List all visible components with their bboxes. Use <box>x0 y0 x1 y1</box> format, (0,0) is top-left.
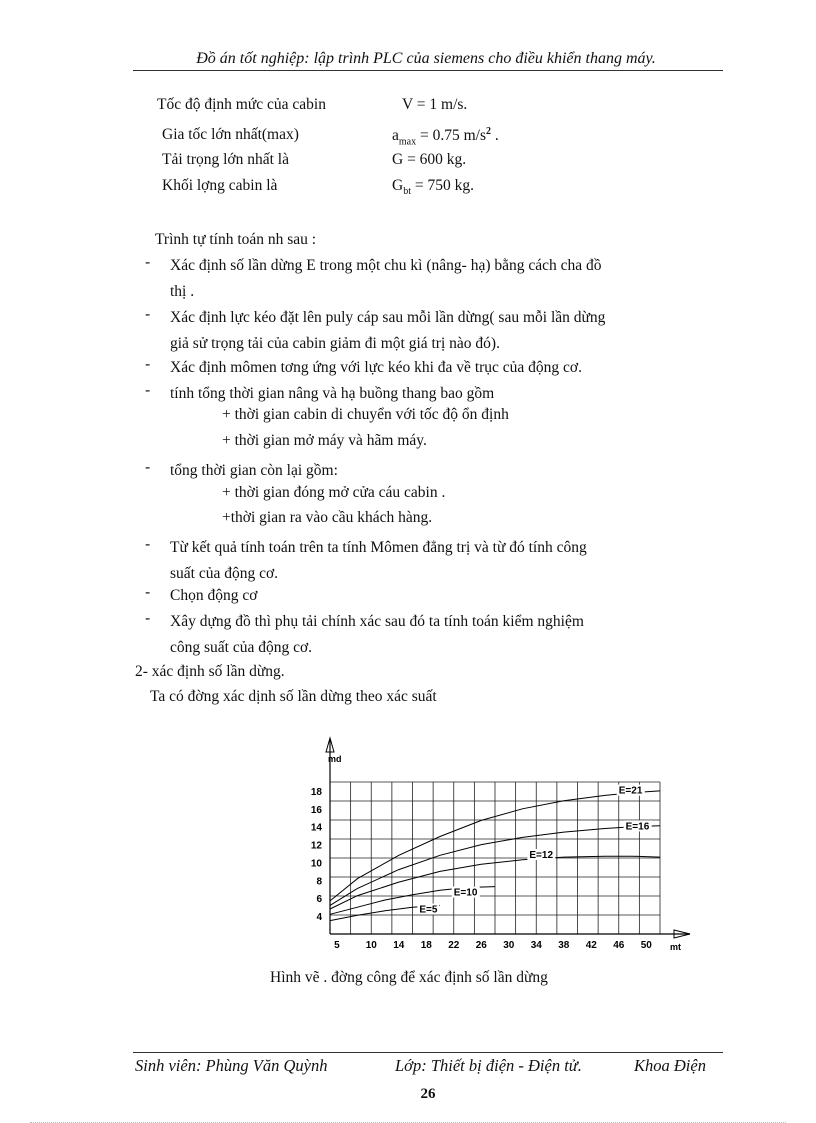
sub-item: + thời gian đóng mở cửa cáu cabin . <box>222 484 446 501</box>
x-tick-label: 42 <box>585 940 597 951</box>
y-tick-label: 4 <box>316 912 322 924</box>
y-tick-label: 12 <box>310 840 322 852</box>
y-tick-label: 18 <box>310 786 322 798</box>
bullet-dash: - <box>145 305 151 323</box>
bullet-item: Từ kết quả tính toán trên ta tính Mômen đẳng trị và từ đó tính công suất của động cơ. <box>170 539 587 582</box>
series-label: E=21 <box>618 785 643 797</box>
footer-class: Lớp: Thiết bị điện - Điện tử. <box>395 1056 582 1075</box>
y-tick-label: 10 <box>310 858 322 870</box>
y-tick-label: 6 <box>316 894 322 906</box>
bullet-item: tổng thời gian còn lại gồm: <box>170 462 338 479</box>
y-tick-label: 8 <box>316 876 322 888</box>
footer-student: Sinh viên: Phùng Văn Quỳnh <box>135 1056 328 1075</box>
param-speed-label: Tốc độ định mức của cabin <box>157 96 326 113</box>
section-intro: Ta có đờng xác dịnh số lần dừng theo xác suất <box>150 688 437 705</box>
footer-faculty: Khoa Điện <box>634 1056 706 1075</box>
section-heading: 2- xác định số lần dừng. <box>135 663 285 680</box>
bullet-item: Xác định lực kéo đặt lên puly cáp sau mỗi lần dừng( sau mỗi lần dừng giả sử trọng tải của cabin giảm đi một giá trị nào đó). <box>170 309 606 352</box>
x-tick-label: 14 <box>393 940 405 951</box>
footer-rule <box>133 1052 723 1053</box>
bullet-dash: - <box>145 253 151 271</box>
bullet-item: Xác định số lần dừng E trong một chu kì (nâng- hạ) bằng cách cha đồ thị . <box>170 257 602 300</box>
bullet-item: Xác định mômen tơng ứng với lực kéo khi đa về trục của động cơ. <box>170 359 582 376</box>
y-tick-label: 14 <box>310 822 322 834</box>
header-rule <box>133 70 723 71</box>
x-tick-label: 26 <box>475 940 487 951</box>
x-tick-label: 22 <box>448 940 460 951</box>
x-tick-label: 50 <box>640 940 652 951</box>
param-cabin-value: $G_{bt} = 750$ kg. <box>392 177 474 198</box>
param-speed-value: V = 1 m/s. <box>402 96 468 113</box>
param-accel-label: Gia tốc lớn nhất(max) <box>162 126 299 143</box>
bullet-item: Xây dựng đồ thì phụ tải chính xác sau đó ta tính toán kiểm nghiệm công suất của động cơ. <box>170 613 584 656</box>
sub-item: + thời gian mở máy và hãm máy. <box>222 432 427 449</box>
bullet-dash: - <box>145 583 151 601</box>
param-accel-value: $a_{max} = 0.75$ $m/s^2$ . <box>392 126 499 148</box>
series-label: E=12 <box>529 850 554 861</box>
bullet-dash: - <box>145 458 151 476</box>
x-tick-label: 34 <box>530 940 542 951</box>
sub-item: + thời gian cabin di chuyển với tốc độ ổn định <box>222 406 509 423</box>
x-tick-label: 30 <box>503 940 515 951</box>
param-cabin-label: Khối lợng cabin là <box>162 177 278 194</box>
y-axis-label: md <box>328 754 342 764</box>
x-tick-label: 38 <box>558 940 570 951</box>
bullet-dash: - <box>145 381 151 399</box>
param-load-label: Tải trọng lớn nhất là <box>162 151 289 168</box>
x-tick-label: 18 <box>420 940 432 951</box>
procedure-intro: Trình tự tính toán nh sau : <box>155 231 317 248</box>
page-header: Đồ án tốt nghiệp: lập trình PLC của siemens cho điều khiển thang máy. <box>196 50 656 67</box>
bullet-dash: - <box>145 535 151 553</box>
bullet-dash: - <box>145 355 151 373</box>
bullet-item: tính tổng thời gian nâng và hạ buồng thang bao gồm <box>170 385 495 402</box>
page-number: 26 <box>420 1086 436 1102</box>
x-tick-label: 46 <box>613 940 625 951</box>
y-tick-label: 16 <box>310 804 322 816</box>
series-label: E=10 <box>453 887 478 899</box>
series-label: E=5 <box>419 904 438 916</box>
x-tick-label: 5 <box>334 940 340 951</box>
x-tick-label: 10 <box>365 940 377 951</box>
stop-count-chart <box>290 732 700 958</box>
sub-item: +thời gian ra vào cầu khách hàng. <box>222 509 433 526</box>
param-load-value: G = 600 kg. <box>392 151 467 168</box>
bullet-item: Chọn động cơ <box>170 587 258 604</box>
x-axis-label: mt <box>670 942 681 952</box>
figure-caption: Hình vẽ . đờng công để xác định số lần dừng <box>270 969 548 986</box>
series-label: E=16 <box>625 821 650 833</box>
bullet-dash: - <box>145 609 151 627</box>
